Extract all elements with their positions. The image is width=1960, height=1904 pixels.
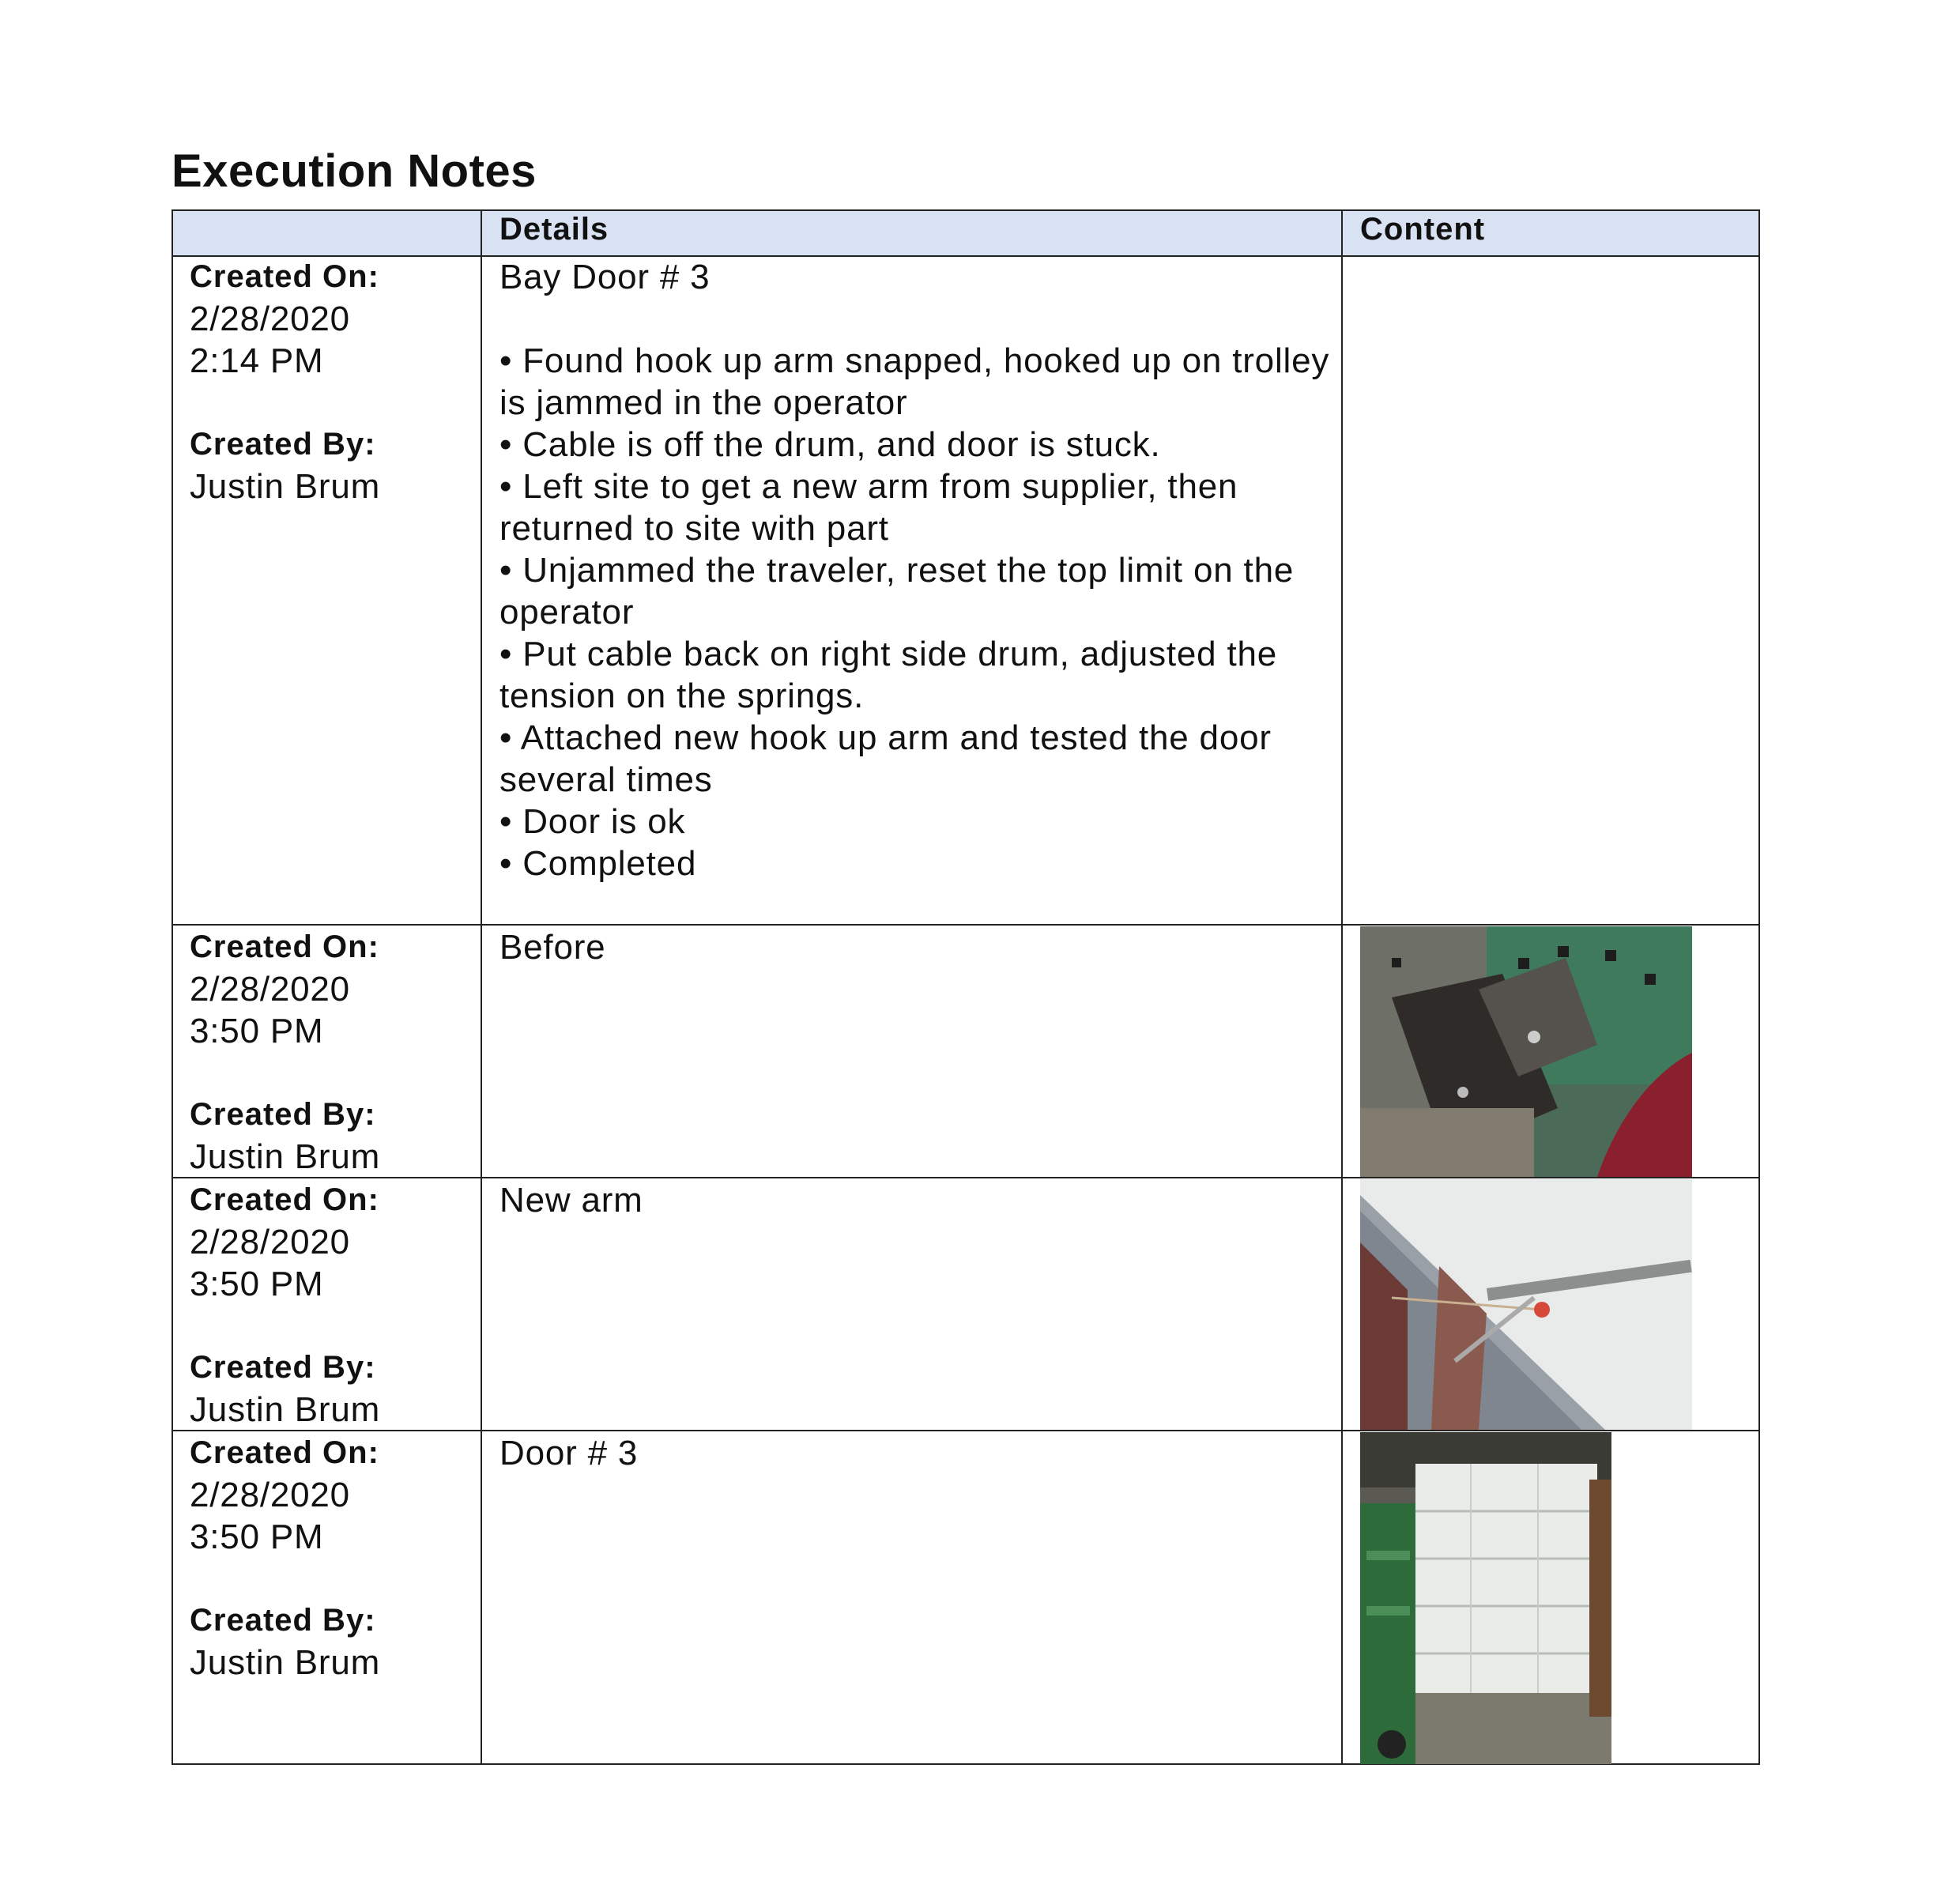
created-by-name: Justin Brum (190, 1390, 381, 1429)
created-time: 3:50 PM (190, 1012, 324, 1050)
created-by-label: Created By: (190, 1350, 376, 1385)
table-row-meta (190, 1432, 380, 1683)
page-title: Execution Notes (172, 145, 537, 197)
created-by-name: Justin Brum (190, 1137, 381, 1176)
list-item: • Left site to get a new arm from supplier, then returned to site with part (499, 467, 1238, 548)
column-header-details: Details (499, 212, 609, 247)
created-by-name: Justin Brum (190, 467, 381, 506)
created-on-label: Created On: (190, 1182, 379, 1217)
list-item: • Completed (499, 844, 697, 883)
door-3-photo (1360, 1432, 1611, 1764)
created-date: 2/28/2020 (190, 1223, 350, 1261)
created-by-label: Created By: (190, 1097, 376, 1132)
created-by-name: Justin Brum (190, 1643, 381, 1682)
detail-title: Door # 3 (499, 1434, 639, 1472)
created-on-label: Created On: (190, 259, 379, 294)
list-item: • Unjammed the traveler, reset the top limit on the operator (499, 551, 1295, 632)
list-item: • Found hook up arm snapped, hooked up on trolley is jammed in the operator (499, 341, 1330, 422)
table-row-details (499, 1179, 643, 1221)
list-item: • Door is ok (499, 802, 686, 841)
detail-title: Bay Door # 3 (499, 258, 710, 296)
created-date: 2/28/2020 (190, 300, 350, 338)
table-row-details (499, 926, 605, 968)
detail-title: New arm (499, 1181, 643, 1220)
created-time: 3:50 PM (190, 1265, 324, 1303)
table-row-details (499, 256, 1337, 884)
created-by-label: Created By: (190, 427, 376, 462)
table-row-meta (190, 1179, 380, 1431)
detail-title: Before (499, 928, 606, 967)
detail-bullet-list (499, 340, 1337, 884)
list-item: • Cable is off the drum, and door is stuck. (499, 425, 1161, 464)
table-row-details (499, 1432, 638, 1474)
list-item: • Attached new hook up arm and tested the door several times (499, 718, 1272, 799)
created-on-label: Created On: (190, 1435, 379, 1470)
created-time: 3:50 PM (190, 1518, 324, 1556)
column-header-content: Content (1360, 212, 1486, 247)
created-date: 2/28/2020 (190, 1476, 350, 1514)
list-item: • Put cable back on right side drum, adjusted the tension on the springs. (499, 635, 1278, 715)
table-row-meta (190, 926, 380, 1178)
new-arm-photo (1360, 1179, 1692, 1430)
created-by-label: Created By: (190, 1603, 376, 1638)
created-date: 2/28/2020 (190, 970, 350, 1009)
table-row-meta (190, 256, 380, 507)
created-on-label: Created On: (190, 929, 379, 964)
before-photo (1360, 926, 1692, 1177)
created-time: 2:14 PM (190, 341, 324, 380)
